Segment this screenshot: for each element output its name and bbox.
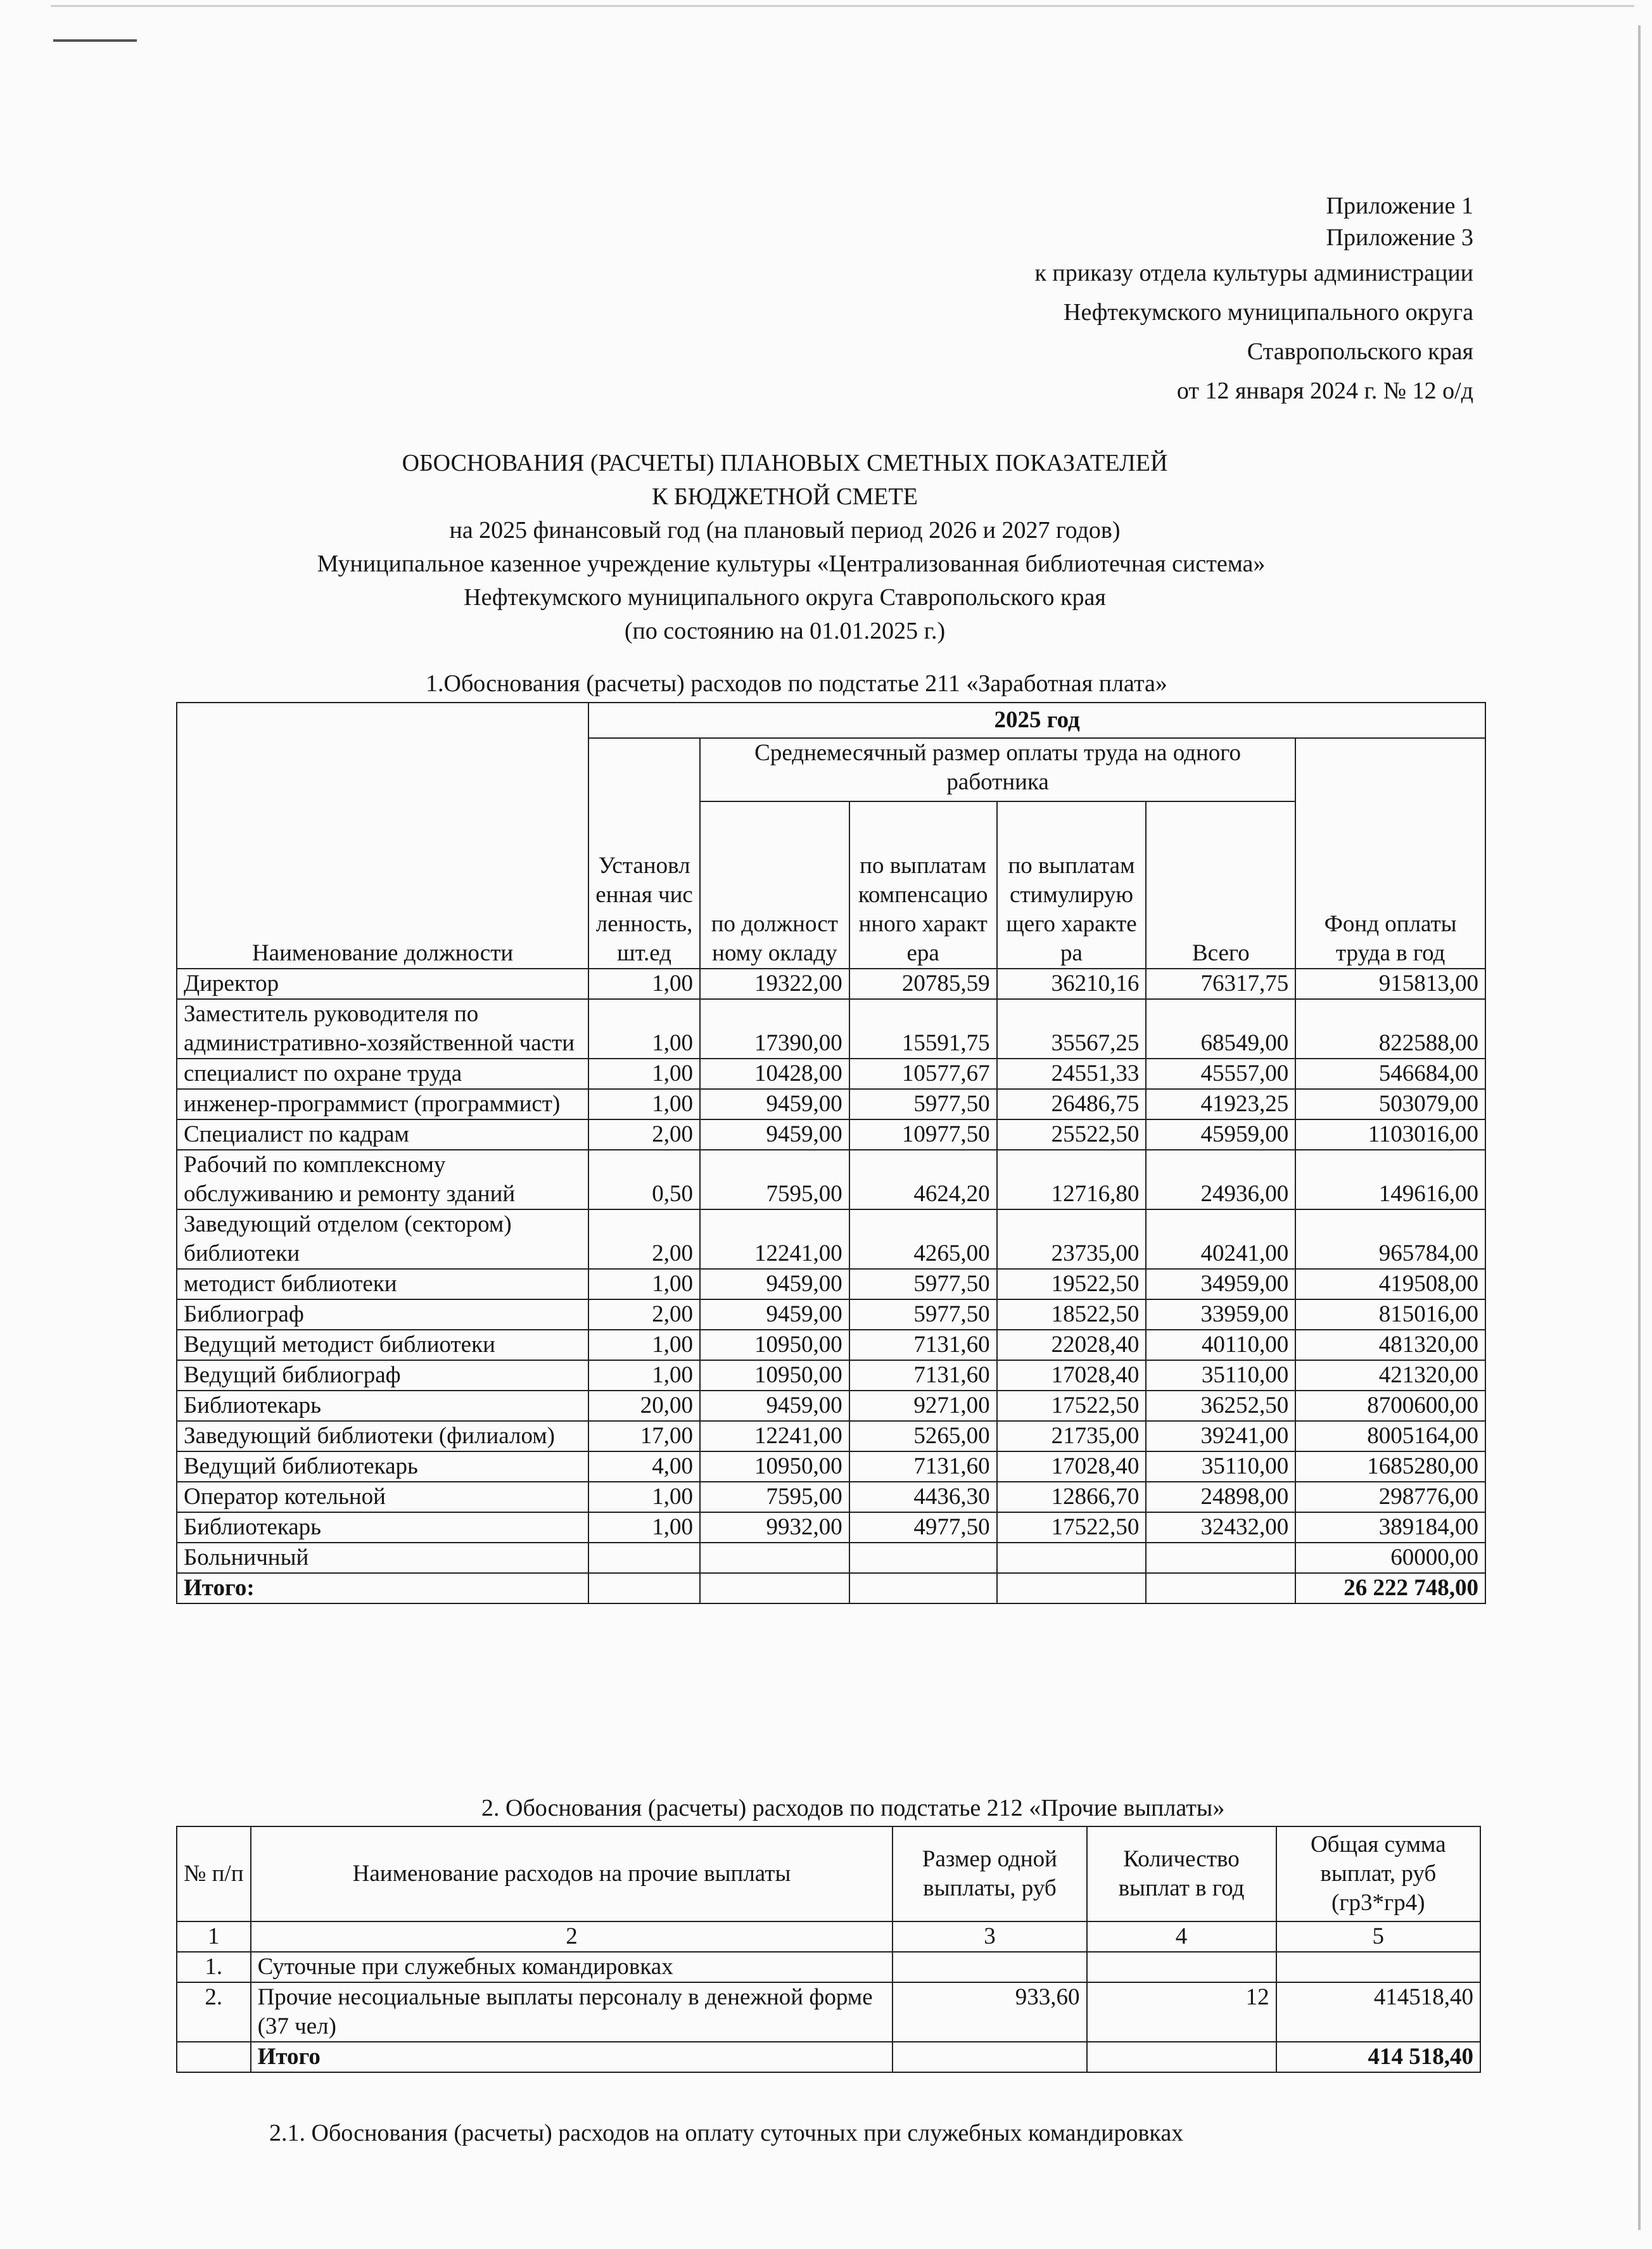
value-cell: 4977,50 xyxy=(849,1512,997,1543)
value-cell: 7131,60 xyxy=(849,1451,997,1482)
value-cell: 8700600,00 xyxy=(1295,1391,1485,1421)
table-row xyxy=(177,1269,1485,1299)
value-cell: 12241,00 xyxy=(700,1421,849,1451)
column-number: 2 xyxy=(251,1921,893,1952)
total-label: Итого xyxy=(251,2042,893,2072)
value-cell: 389184,00 xyxy=(1295,1512,1485,1543)
other-payments-body xyxy=(177,1952,1480,2042)
value-cell: 12866,70 xyxy=(997,1482,1147,1512)
title-line: К БЮДЖЕТНОЙ СМЕТЕ xyxy=(652,483,918,510)
value-cell: 822588,00 xyxy=(1295,999,1485,1059)
value-cell: 12241,00 xyxy=(700,1209,849,1269)
col-sum-header: Общая сумма выплат, руб (гр3*гр4) xyxy=(1276,1826,1480,1921)
position-name-cell: Ведущий библиограф xyxy=(177,1360,588,1391)
value-cell xyxy=(1146,1543,1295,1573)
table-row xyxy=(177,1089,1485,1119)
value-cell: 9459,00 xyxy=(700,1391,849,1421)
avg-pay-header: Среднемесячный размер оплаты труда на одного работника xyxy=(700,738,1295,801)
position-name-cell: Больничный xyxy=(177,1543,588,1573)
value-cell: 1,00 xyxy=(588,1482,700,1512)
value-cell: 76317,75 xyxy=(1146,969,1295,999)
value-cell: 915813,00 xyxy=(1295,969,1485,999)
value-cell: 21735,00 xyxy=(997,1421,1147,1451)
value-cell: 60000,00 xyxy=(1295,1543,1485,1573)
table-row xyxy=(177,1209,1485,1269)
value-cell xyxy=(893,1952,1086,1982)
value-cell: 965784,00 xyxy=(1295,1209,1485,1269)
title-line: Нефтекумского муниципального округа Ставропольского края xyxy=(464,584,1106,611)
section2-heading: 2. Обоснования (расчеты) расходов по подстатье 212 «Прочие выплаты» xyxy=(481,1795,1225,1821)
salary-table xyxy=(176,702,1486,1604)
col-stim-header: по выплатам стимулирующего характера xyxy=(997,801,1147,969)
value-cell: 4265,00 xyxy=(849,1209,997,1269)
value-cell: 419508,00 xyxy=(1295,1269,1485,1299)
value-cell xyxy=(588,1543,700,1573)
value-cell: 35567,25 xyxy=(997,999,1147,1059)
value-cell: 2. xyxy=(177,1982,251,2042)
value-cell: 9932,00 xyxy=(700,1512,849,1543)
appendix-line: Нефтекумского муниципального округа xyxy=(1064,299,1473,326)
year-header: 2025 год xyxy=(588,703,1485,738)
value-cell: 414518,40 xyxy=(1276,1982,1480,2042)
appendix-block xyxy=(1034,190,1473,411)
position-name-cell: Ведущий библиотекарь xyxy=(177,1451,588,1482)
value-cell: 1,00 xyxy=(588,1330,700,1360)
table-row xyxy=(177,1512,1485,1543)
appendix-line: к приказу отдела культуры администрации xyxy=(1034,260,1473,286)
value-cell: 17,00 xyxy=(588,1421,700,1451)
col-salary-header: по должностному окладу xyxy=(700,801,849,969)
value-cell: 32432,00 xyxy=(1146,1512,1295,1543)
value-cell: 24551,33 xyxy=(997,1059,1147,1089)
value-cell: 4436,30 xyxy=(849,1482,997,1512)
position-name-cell: Специалист по кадрам xyxy=(177,1119,588,1150)
value-cell: 39241,00 xyxy=(1146,1421,1295,1451)
value-cell: 18522,50 xyxy=(997,1299,1147,1330)
section1-heading: 1.Обоснования (расчеты) расходов по подстатье 211 «Заработная плата» xyxy=(426,670,1167,697)
column-number: 4 xyxy=(1087,1921,1276,1952)
total-value: 26 222 748,00 xyxy=(1295,1573,1485,1603)
value-cell: 4,00 xyxy=(588,1451,700,1482)
position-name-cell: методист библиотеки xyxy=(177,1269,588,1299)
value-cell: 36210,16 xyxy=(997,969,1147,999)
position-name-cell: специалист по охране труда xyxy=(177,1059,588,1089)
col-total-header: Всего xyxy=(1146,801,1295,969)
value-cell: 35110,00 xyxy=(1146,1451,1295,1482)
title-line: (по состоянию на 01.01.2025 г.) xyxy=(624,618,946,644)
value-cell: 7131,60 xyxy=(849,1360,997,1391)
table-row xyxy=(177,1360,1485,1391)
value-cell: 1,00 xyxy=(588,1360,700,1391)
value-cell: 22028,40 xyxy=(997,1330,1147,1360)
appendix-line: Приложение 1 xyxy=(1326,193,1473,219)
value-cell: 12 xyxy=(1087,1982,1276,2042)
table-row xyxy=(177,1391,1485,1421)
value-cell: 421320,00 xyxy=(1295,1360,1485,1391)
value-cell: 2,00 xyxy=(588,1299,700,1330)
value-cell: 33959,00 xyxy=(1146,1299,1295,1330)
column-number: 5 xyxy=(1276,1921,1480,1952)
value-cell xyxy=(1276,1952,1480,1982)
col-name-header: Наименование должности xyxy=(177,703,588,969)
value-cell: 9459,00 xyxy=(700,1119,849,1150)
value-cell: 19322,00 xyxy=(700,969,849,999)
scan-mark xyxy=(53,39,137,42)
appendix-line: Ставропольского края xyxy=(1247,338,1473,365)
value-cell: 933,60 xyxy=(893,1982,1086,2042)
appendix-line: Приложение 3 xyxy=(1326,224,1473,251)
appendix-line: от 12 января 2024 г. № 12 о/д xyxy=(1176,378,1473,404)
table-row xyxy=(177,1150,1485,1209)
value-cell: 10950,00 xyxy=(700,1360,849,1391)
value-cell: 45959,00 xyxy=(1146,1119,1295,1150)
value-cell: 5977,50 xyxy=(849,1299,997,1330)
value-cell xyxy=(700,1543,849,1573)
total-label: Итого: xyxy=(177,1573,588,1603)
col-qty-header: Количество выплат в год xyxy=(1087,1826,1276,1921)
value-cell: 1,00 xyxy=(588,1269,700,1299)
value-cell: 17028,40 xyxy=(997,1451,1147,1482)
position-name-cell: Оператор котельной xyxy=(177,1482,588,1512)
col-comp-header: по выплатам компенсационного характера xyxy=(849,801,997,969)
value-cell: 10950,00 xyxy=(700,1330,849,1360)
value-cell: 481320,00 xyxy=(1295,1330,1485,1360)
value-cell: 25522,50 xyxy=(997,1119,1147,1150)
value-cell: 40110,00 xyxy=(1146,1330,1295,1360)
value-cell: 10977,50 xyxy=(849,1119,997,1150)
position-name-cell: Библиотекарь xyxy=(177,1391,588,1421)
value-cell: 298776,00 xyxy=(1295,1482,1485,1512)
position-name-cell: Директор xyxy=(177,969,588,999)
column-number: 1 xyxy=(177,1921,251,1952)
scan-border-right xyxy=(1638,25,1641,2230)
table-row xyxy=(177,999,1485,1059)
value-cell: 17522,50 xyxy=(997,1512,1147,1543)
table-row xyxy=(177,1119,1485,1150)
table-row xyxy=(177,1982,1480,2042)
other-payments-table xyxy=(176,1826,1481,2073)
value-cell: 1,00 xyxy=(588,1089,700,1119)
table-row xyxy=(177,1482,1485,1512)
section21-heading: 2.1. Обоснования (расчеты) расходов на оплату суточных при служебных командировках xyxy=(269,2120,1184,2146)
value-cell xyxy=(849,1543,997,1573)
value-cell: 1,00 xyxy=(588,999,700,1059)
table-row xyxy=(177,969,1485,999)
value-cell: 546684,00 xyxy=(1295,1059,1485,1089)
value-cell: 1,00 xyxy=(588,1512,700,1543)
value-cell: 24898,00 xyxy=(1146,1482,1295,1512)
value-cell: 24936,00 xyxy=(1146,1150,1295,1209)
value-cell: 15591,75 xyxy=(849,999,997,1059)
title-line: Муниципальное казенное учреждение культуры «Централизованная библиотечная система» xyxy=(317,551,1266,577)
col-size-header: Размер одной выплаты, руб xyxy=(893,1826,1086,1921)
value-cell: 149616,00 xyxy=(1295,1150,1485,1209)
value-cell xyxy=(997,1543,1147,1573)
value-cell: 5977,50 xyxy=(849,1089,997,1119)
expense-name-cell: Прочие несоциальные выплаты персоналу в денежной форме (37 чел) xyxy=(251,1982,893,2042)
value-cell: 1,00 xyxy=(588,969,700,999)
value-cell: 2,00 xyxy=(588,1119,700,1150)
position-name-cell: Рабочий по комплексному обслуживанию и ремонту зданий xyxy=(177,1150,588,1209)
value-cell: 1,00 xyxy=(588,1059,700,1089)
value-cell: 9459,00 xyxy=(700,1299,849,1330)
value-cell: 19522,50 xyxy=(997,1269,1147,1299)
position-name-cell: Заведующий библиотеки (филиалом) xyxy=(177,1421,588,1451)
value-cell: 17390,00 xyxy=(700,999,849,1059)
value-cell: 9271,00 xyxy=(849,1391,997,1421)
value-cell: 26486,75 xyxy=(997,1089,1147,1119)
total-value: 414 518,40 xyxy=(1276,2042,1480,2072)
position-name-cell: Заместитель руководителя по административно-хозяйственной части xyxy=(177,999,588,1059)
value-cell: 815016,00 xyxy=(1295,1299,1485,1330)
value-cell: 41923,25 xyxy=(1146,1089,1295,1119)
scan-border-top xyxy=(51,5,1634,7)
position-name-cell: Библиотекарь xyxy=(177,1512,588,1543)
value-cell: 8005164,00 xyxy=(1295,1421,1485,1451)
position-name-cell: Ведущий методист библиотеки xyxy=(177,1330,588,1360)
value-cell: 36252,50 xyxy=(1146,1391,1295,1421)
title-line: ОБОСНОВАНИЯ (РАСЧЕТЫ) ПЛАНОВЫХ СМЕТНЫХ ПОКАЗАТЕЛЕЙ xyxy=(402,450,1168,476)
column-number: 3 xyxy=(893,1921,1086,1952)
value-cell: 17522,50 xyxy=(997,1391,1147,1421)
value-cell: 2,00 xyxy=(588,1209,700,1269)
value-cell: 40241,00 xyxy=(1146,1209,1295,1269)
value-cell: 10577,67 xyxy=(849,1059,997,1089)
table-row xyxy=(177,1421,1485,1451)
col-no-header: № п/п xyxy=(177,1826,251,1921)
value-cell: 34959,00 xyxy=(1146,1269,1295,1299)
position-name-cell: Библиограф xyxy=(177,1299,588,1330)
value-cell: 9459,00 xyxy=(700,1089,849,1119)
table-row xyxy=(177,1543,1485,1573)
value-cell: 1685280,00 xyxy=(1295,1451,1485,1482)
value-cell: 9459,00 xyxy=(700,1269,849,1299)
table-row xyxy=(177,1952,1480,1982)
value-cell: 10428,00 xyxy=(700,1059,849,1089)
value-cell: 7595,00 xyxy=(700,1482,849,1512)
value-cell: 35110,00 xyxy=(1146,1360,1295,1391)
value-cell: 17028,40 xyxy=(997,1360,1147,1391)
table-row xyxy=(177,1059,1485,1089)
position-name-cell: Заведующий отделом (сектором) библиотеки xyxy=(177,1209,588,1269)
table-row xyxy=(177,1299,1485,1330)
value-cell xyxy=(1087,1952,1276,1982)
value-cell: 1103016,00 xyxy=(1295,1119,1485,1150)
value-cell: 20785,59 xyxy=(849,969,997,999)
value-cell: 0,50 xyxy=(588,1150,700,1209)
salary-table-body xyxy=(177,969,1485,1573)
table-row xyxy=(177,1330,1485,1360)
value-cell: 5977,50 xyxy=(849,1269,997,1299)
document-title xyxy=(0,447,1652,648)
value-cell: 503079,00 xyxy=(1295,1089,1485,1119)
col-count-header: Установленная численность, шт.ед xyxy=(588,738,700,969)
col-fund-header: Фонд оплаты труда в год xyxy=(1295,738,1485,969)
value-cell: 23735,00 xyxy=(997,1209,1147,1269)
expense-name-cell: Суточные при служебных командировках xyxy=(251,1952,893,1982)
col-expense-header: Наименование расходов на прочие выплаты xyxy=(251,1826,893,1921)
value-cell: 7131,60 xyxy=(849,1330,997,1360)
value-cell: 45557,00 xyxy=(1146,1059,1295,1089)
table-row xyxy=(177,1451,1485,1482)
value-cell: 68549,00 xyxy=(1146,999,1295,1059)
value-cell: 4624,20 xyxy=(849,1150,997,1209)
value-cell: 12716,80 xyxy=(997,1150,1147,1209)
value-cell: 10950,00 xyxy=(700,1451,849,1482)
value-cell: 5265,00 xyxy=(849,1421,997,1451)
position-name-cell: инженер-программист (программист) xyxy=(177,1089,588,1119)
value-cell: 7595,00 xyxy=(700,1150,849,1209)
value-cell: 1. xyxy=(177,1952,251,1982)
value-cell: 20,00 xyxy=(588,1391,700,1421)
title-line: на 2025 финансовый год (на плановый период 2026 и 2027 годов) xyxy=(449,517,1121,544)
